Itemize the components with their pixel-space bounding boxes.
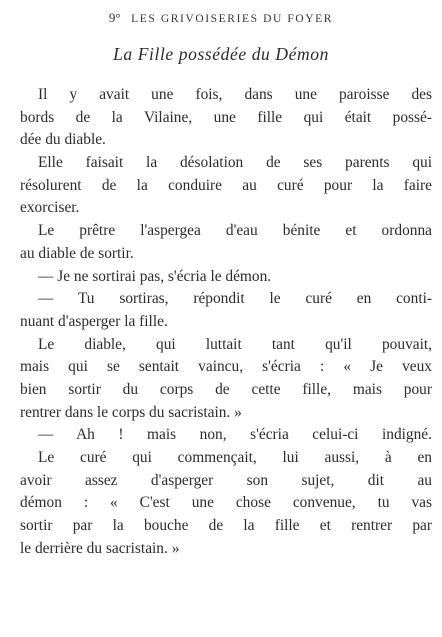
- running-title: LES GRIVOISERIES DU FOYER: [131, 13, 334, 25]
- text-line: sortir par la bouche de la fille et rentrer par: [20, 517, 432, 535]
- text-line: Le curé qui commençait, lui aussi, à en: [38, 449, 432, 466]
- text-line: — Tu sortiras, répondit le curé en conti-: [38, 290, 432, 308]
- text-line: avoir assez d'asperger son sujet, dit au: [20, 471, 432, 489]
- text-line: bords de la Vilaine, une fille qui était possé-: [20, 108, 432, 126]
- text-line: rentrer dans le corps du sacristain. »: [20, 403, 242, 421]
- text-line: le derrière du sacristain. »: [20, 539, 180, 557]
- text-line: Le diable, qui luttait tant qu'il pouvait,: [38, 335, 432, 353]
- text-line: nuant d'asperger la fille.: [20, 312, 168, 330]
- running-header: [0, 10, 442, 26]
- text-line: dée du diable.: [20, 131, 106, 149]
- text-line: mais qui se sentait vaincu, s'écria : « Je veux: [20, 358, 432, 376]
- text-line: démon : « C'est une chose convenue, tu vas: [20, 494, 432, 512]
- text-line: Il y avait une fois, dans une paroisse des: [38, 86, 432, 103]
- text-line: bien sortir du corps de cette fille, mais pour: [20, 380, 432, 398]
- text-line: — Ah ! mais non, s'écria celui-ci indigné.: [38, 426, 432, 444]
- text-line: Le prêtre l'aspergea d'eau bénite et ordonna: [38, 222, 432, 240]
- text-line: résolurent de la conduire au curé pour la faire: [20, 176, 432, 194]
- story-text: [20, 84, 432, 560]
- text-line: Elle faisait la désolation de ses parents qui: [38, 154, 432, 172]
- text-line: exorciser.: [20, 199, 80, 217]
- page-number: 9°: [108, 10, 121, 25]
- text-line: au diable de sortir.: [20, 244, 134, 262]
- story-title: La Fille possédée du Démon: [113, 44, 329, 64]
- text-line: — Je ne sortirai pas, s'écria le démon.: [38, 267, 272, 285]
